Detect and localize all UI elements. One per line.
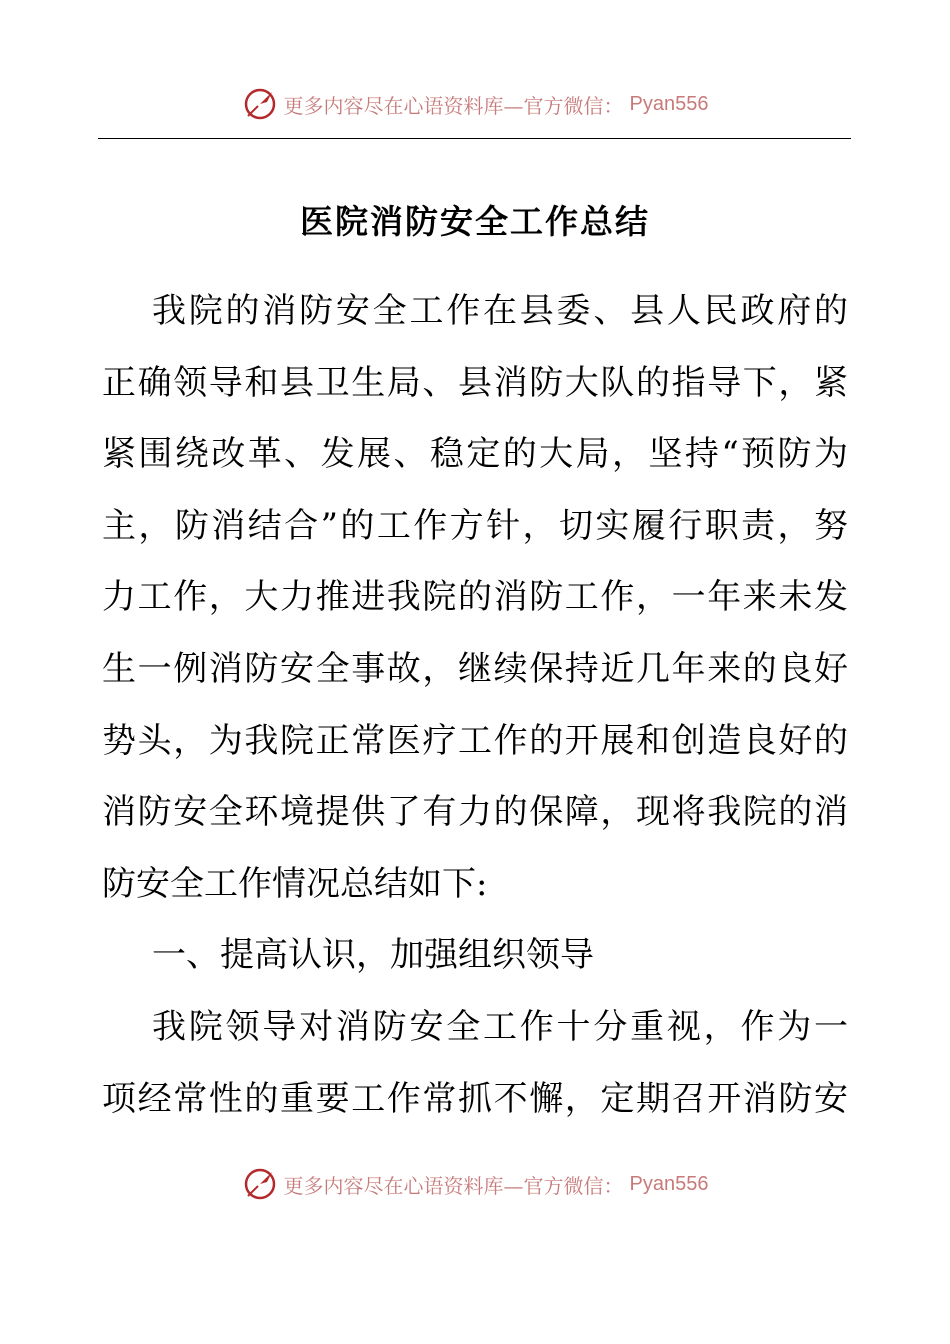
body-line: 消防安全环境提供了有力的保障，现将我院的消 — [102, 792, 848, 833]
body-line: 紧围绕改革、发展、稳定的大局，坚持“预防为 — [102, 434, 848, 475]
quill-logo-icon — [242, 1166, 278, 1202]
header-divider — [98, 138, 851, 139]
body-line: 我院的消防安全工作在县委、县人民政府的 — [152, 291, 848, 331]
body-line: 防安全工作情况总结如下: — [102, 863, 488, 904]
header-watermark-banner — [0, 84, 950, 124]
body-line: 力工作，大力推进我院的消防工作，一年来未发 — [102, 577, 848, 618]
body-line: 势头，为我院正常医疗工作的开展和创造良好的 — [102, 720, 848, 761]
footer-watermark-banner — [0, 1164, 950, 1204]
banner-text: 更多内容尽在心语资料库—官方微信： — [283, 1173, 624, 1198]
wechat-id: Pyan556 — [629, 1172, 709, 1195]
body-line: 项经常性的重要工作常抓不懈，定期召开消防安 — [102, 1078, 848, 1119]
document-title: 医院消防安全工作总结 — [300, 202, 650, 241]
body-line: 生一例消防安全事故，继续保持近几年来的良好 — [102, 648, 848, 689]
quill-logo-icon — [242, 86, 278, 122]
body-line: 正确领导和县卫生局、县消防大队的指导下，紧 — [102, 362, 848, 403]
body-line: 我院领导对消防安全工作十分重视，作为一 — [152, 1006, 848, 1047]
body-line: 主，防消结合”的工作方针，切实履行职责，努 — [102, 505, 848, 546]
section-heading: 一、提高认识，加强组织领导 — [152, 935, 594, 976]
banner-text: 更多内容尽在心语资料库—官方微信： — [283, 93, 624, 118]
document-body — [102, 276, 848, 1135]
wechat-id: Pyan556 — [629, 92, 709, 115]
